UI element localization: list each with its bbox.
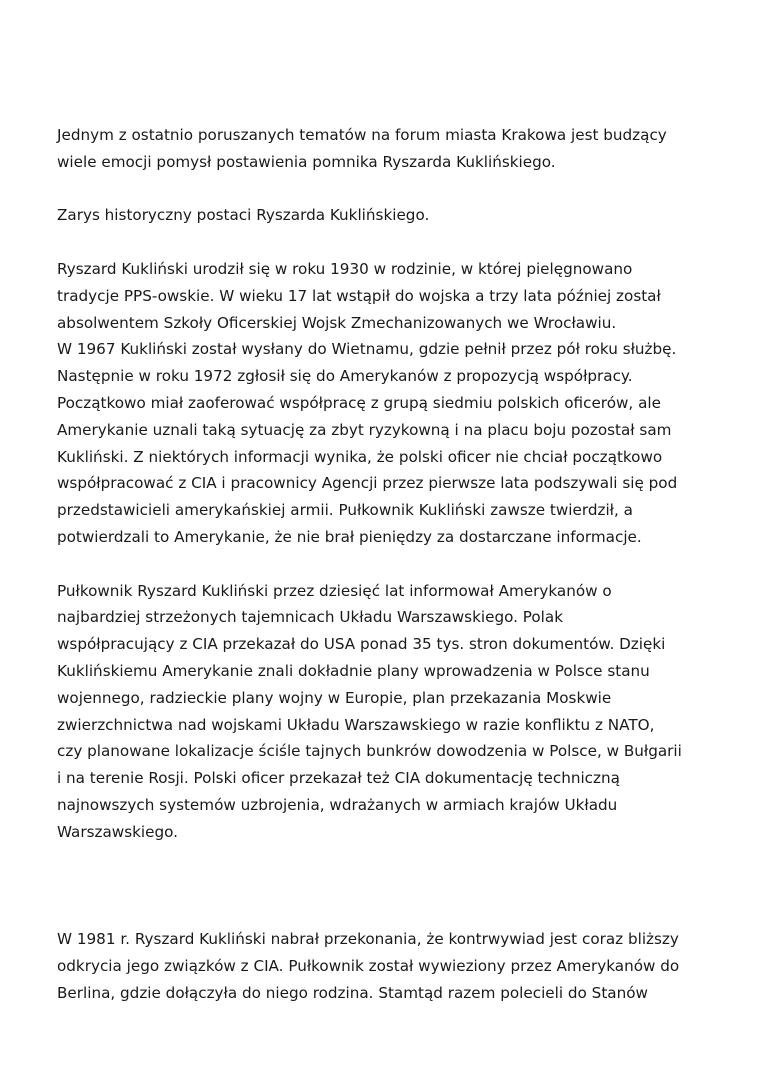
text-line: potwierdzali to Amerykanie, że nie brał pieniędzy za dostarczane informacje. [57,527,642,546]
text-line: Początkowo miał zaoferować współpracę z grupą siedmiu polskich oficerów, ale [57,393,661,412]
text-line: tradycje PPS-owskie. W wieku 17 lat wstąpił do wojska a trzy lata później został [57,286,661,305]
text-line: i na terenie Rosji. Polski oficer przekazał też CIA dokumentację techniczną [57,769,620,788]
text-line: W 1981 r. Ryszard Kukliński nabrał przekonania, że kontrwywiad jest coraz bliższy [57,929,679,948]
text-line: absolwentem Szkoły Oficerskiej Wojsk Zmechanizowanych we Wrocławiu. [57,313,617,332]
text-line: Kukliński. Z niektórych informacji wynika, że polski oficer nie chciał początkowo [57,447,663,466]
paragraph-biography [57,256,707,551]
text-line: Amerykanie uznali taką sytuację za zbyt ryzykowną i na placu boju pozostał sam [57,420,672,439]
text-line: odkrycia jego związków z CIA. Pułkownik został wywieziony przez Amerykanów do [57,956,680,975]
document-page [57,122,707,1006]
text-line: Jednym z ostatnio poruszanych tematów na forum miasta Krakowa jest budzący [57,126,667,144]
text-line: Kuklińskiemu Amerykanie znali dokładnie plany wprowadzenia w Polsce stanu [57,661,650,680]
paragraph-escape [57,926,707,1006]
section-heading [57,202,707,229]
text-line: Berlina, gdzie dołączyła do niego rodzina. Stamtąd razem polecieli do Stanów [57,983,648,1002]
text-line: Warszawskiego. [57,822,178,841]
text-line: współpracować z CIA i pracownicy Agencji przez pierwsze lata podszywali się pod [57,474,678,493]
text-line: wojennego, radzieckie plany wojny w Europie, plan przekazania Moskwie [57,688,612,707]
text-line: współpracujący z CIA przekazał do USA ponad 35 tys. stron dokumentów. Dzięki [57,635,666,654]
text-line: czy planowane lokalizacje ściśle tajnych bunkrów dowodzenia w Polsce, w Bułgarii [57,742,682,761]
text-line: przedstawicieli amerykańskiej armii. Pułkownik Kukliński zawsze twierdził, a [57,501,633,520]
text-line: wiele emocji pomysł postawienia pomnika Ryszarda Kuklińskiego. [57,152,556,171]
text-line: Pułkownik Ryszard Kukliński przez dziesięć lat informował Amerykanów o [57,581,612,600]
text-line: zwierzchnictwa nad wojskami Układu Warszawskiego w razie konfliktu z NATO, [57,715,655,734]
text-line: Ryszard Kukliński urodził się w roku 1930 w rodzinie, w której pielęgnowano [57,259,633,278]
text-line: Następnie w roku 1972 zgłosił się do Amerykanów z propozycją współpracy. [57,367,633,386]
paragraph-intelligence [57,578,707,846]
text-line: W 1967 Kukliński został wysłany do Wietnamu, gdzie pełnił przez pół roku służbę. [57,340,677,359]
text-line: najnowszych systemów uzbrojenia, wdrażanych w armiach krajów Układu [57,795,618,814]
paragraph-intro [57,122,707,176]
heading-line: Zarys historyczny postaci Ryszarda Kuklińskiego. [57,206,430,225]
text-line: najbardziej strzeżonych tajemnicach Układu Warszawskiego. Polak [57,608,563,627]
